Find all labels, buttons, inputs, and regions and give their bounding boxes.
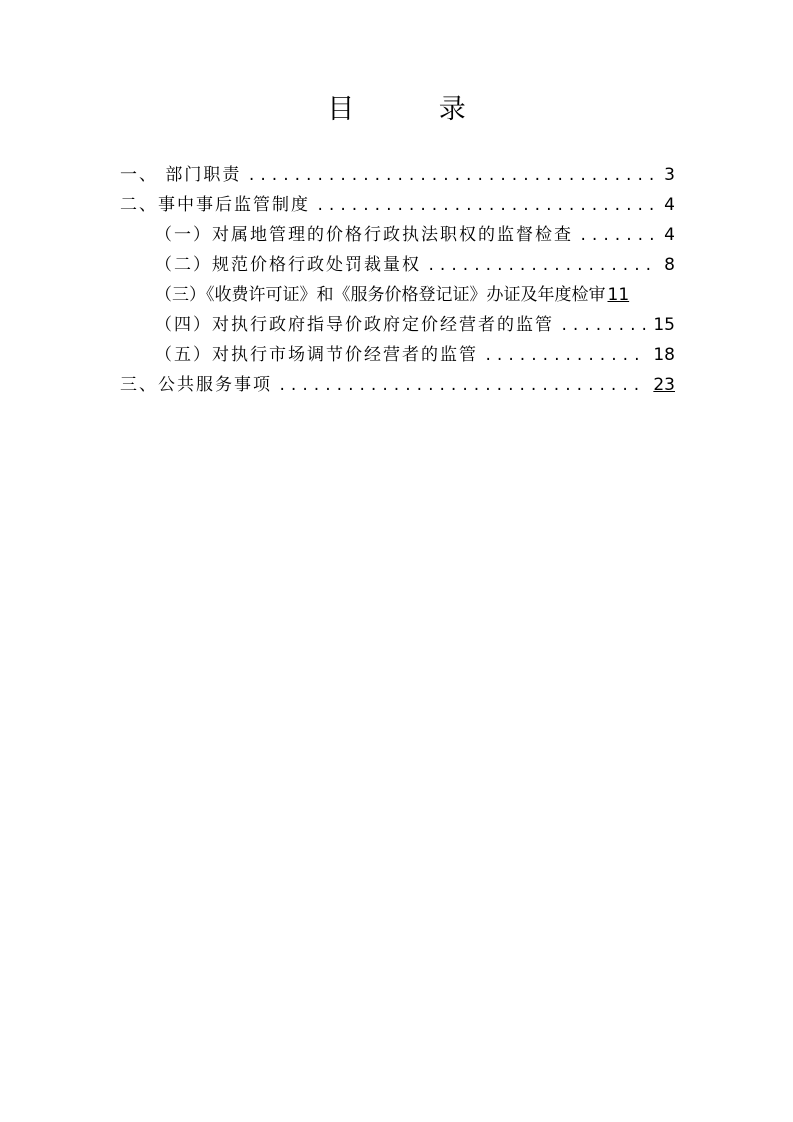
toc-entry-label: （四）对执行政府指导价政府定价经营者的监管 bbox=[155, 315, 554, 335]
toc-dot-leader bbox=[560, 311, 647, 341]
toc-entry-label: （二）规范价格行政处罚裁量权 bbox=[155, 255, 421, 275]
toc-entry-page: 4 bbox=[664, 225, 675, 245]
toc-entry-page: 23 bbox=[653, 375, 675, 395]
toc-entry-page: 8 bbox=[664, 255, 675, 275]
toc-entry[interactable] bbox=[120, 160, 675, 190]
toc-subentry[interactable] bbox=[120, 250, 675, 280]
toc-entry-label: 一、 部门职责 bbox=[120, 165, 242, 185]
toc-dot-leader bbox=[427, 251, 658, 281]
toc-entry-label: （五）对执行市场调节价经营者的监管 bbox=[155, 345, 478, 365]
toc-entry-page: 4 bbox=[664, 195, 675, 215]
toc-dot-leader bbox=[484, 341, 647, 371]
toc-entry[interactable] bbox=[120, 370, 675, 400]
toc-dot-leader bbox=[316, 191, 658, 221]
table-of-contents bbox=[120, 160, 675, 400]
toc-entry-label: 二、事中事后监管制度 bbox=[120, 195, 310, 215]
toc-subentry[interactable] bbox=[120, 280, 675, 310]
toc-entry-page: 3 bbox=[664, 165, 675, 185]
toc-entry-label: （三）《收费许可证》和《服务价格登记证》办证及年度检审 bbox=[155, 285, 606, 305]
toc-entry[interactable] bbox=[120, 190, 675, 220]
toc-entry-page: 11 bbox=[607, 285, 630, 305]
toc-dot-leader bbox=[247, 161, 658, 191]
toc-entry-label: 三、公共服务事项 bbox=[120, 375, 272, 395]
toc-entry-page: 15 bbox=[653, 315, 675, 335]
toc-entry-page: 18 bbox=[653, 345, 675, 365]
toc-subentry[interactable] bbox=[120, 220, 675, 250]
toc-title: 目 录 bbox=[327, 94, 504, 125]
toc-entry-label: （一）对属地管理的价格行政执法职权的监督检查 bbox=[155, 225, 573, 245]
toc-dot-leader bbox=[579, 221, 658, 251]
toc-dot-leader bbox=[278, 371, 647, 401]
toc-subentry[interactable] bbox=[120, 340, 675, 370]
toc-subentry[interactable] bbox=[120, 310, 675, 340]
